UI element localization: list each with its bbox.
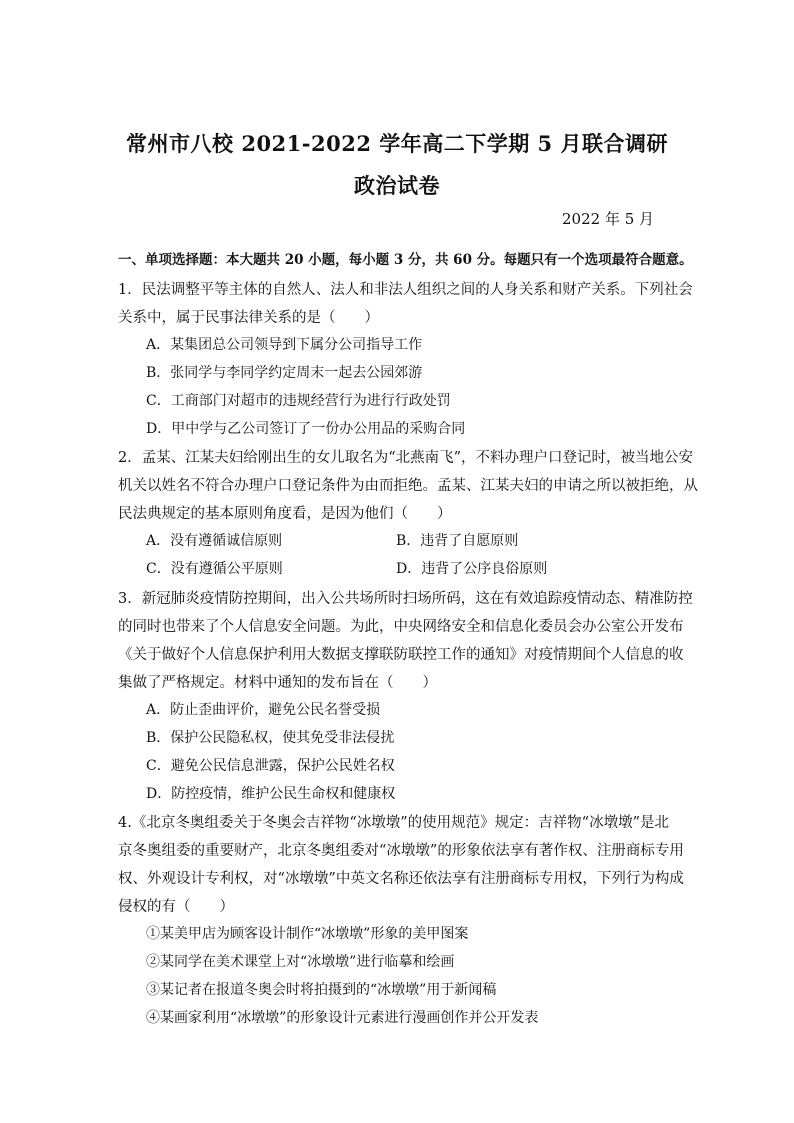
question-2-text: 机关以姓名不符合办理户口登记条件为由而拒绝。孟某、江某夫妇的申请之所以被拒绝，从 xyxy=(118,478,698,494)
section-heading: 一、单项选择题：本大题共 20 小题，每小题 3 分，共 60 分。每题只有一个选项最符合题意。 xyxy=(118,252,693,268)
question-1-option-c: C．工商部门对超市的违规经营行为进行行政处罚 xyxy=(146,393,451,409)
question-4-item-4: ④某画家利用“冰墩墩”的形象设计元素进行漫画创作并公开发表 xyxy=(146,1010,539,1026)
question-3-option-d: D．防控疫情，维护公民生命权和健康权 xyxy=(146,786,396,802)
question-2-option-b: B．违背了自愿原则 xyxy=(396,533,519,549)
question-4-text: 权、外观设计专利权，对“冰墩墩”中英文名称还依法享有注册商标专用权，下列行为构成 xyxy=(118,871,684,887)
question-2-option-a: A．没有遵循诚信原则 xyxy=(146,533,283,549)
question-3-text: 《关于做好个人信息保护利用大数据支撑联防联控工作的通知》对疫情期间个人信息的收 xyxy=(118,647,684,663)
question-4-item-2: ②某同学在美术课堂上对“冰墩墩”进行临摹和绘画 xyxy=(146,954,455,970)
question-4-text: 4.《北京冬奥组委关于冬奥会吉祥物“冰墩墩”的使用规范》规定：吉祥物“冰墩墩”是北 xyxy=(118,815,669,831)
question-4-text: 京冬奥组委的重要财产，北京冬奥组委对“冰墩墩”的形象依法享有著作权、注册商标专用 xyxy=(118,843,684,859)
question-2-text: 民法典规定的基本原则角度看，是因为他们（ ） xyxy=(118,506,452,522)
exam-date: 2022 年 5 月 xyxy=(562,210,655,228)
exam-subject: 政治试卷 xyxy=(354,173,440,198)
question-3-option-b: B．保护公民隐私权，使其免受非法侵扰 xyxy=(146,730,395,746)
question-4-item-1: ①某美甲店为顾客设计制作“冰墩墩”形象的美甲图案 xyxy=(146,926,469,942)
question-1-option-a: A．某集团总公司领导到下属分公司指导工作 xyxy=(146,337,423,353)
question-1-text: 关系中，属于民事法律关系的是（ ） xyxy=(118,310,379,326)
question-3-text: 3．新冠肺炎疫情防控期间，出入公共场所时扫场所码，这在有效追踪疫情动态、精准防控 xyxy=(118,591,693,607)
question-3-option-a: A．防止歪曲评价，避免公民名誉受损 xyxy=(146,702,381,718)
question-1-option-b: B．张同学与李同学约定周末一起去公园郊游 xyxy=(146,365,423,381)
question-1-option-d: D．甲中学与乙公司签订了一份办公用品的采购合同 xyxy=(146,421,466,437)
question-2-option-c: C．没有遵循公平原则 xyxy=(146,561,283,577)
question-4-text: 侵权的有（ ） xyxy=(118,899,234,915)
question-3-option-c: C．避免公民信息泄露，保护公民姓名权 xyxy=(146,758,395,774)
question-2-text: 2．孟某、江某夫妇给刚出生的女儿取名为“北燕南飞”，不料办理户口登记时，被当地公安 xyxy=(118,450,694,466)
question-1-text: 1．民法调整平等主体的自然人、法人和非法人组织之间的人身关系和财产关系。下列社会 xyxy=(118,282,693,298)
question-2-option-d: D．违背了公序良俗原则 xyxy=(396,561,548,577)
question-4-item-3: ③某记者在报道冬奥会时将拍摄到的“冰墩墩”用于新闻稿 xyxy=(146,982,497,998)
question-3-text: 的同时也带来了个人信息安全问题。为此，中央网络安全和信息化委员会办公室公开发布 xyxy=(118,619,684,635)
exam-title: 常州市八校 2021-2022 学年高二下学期 5 月联合调研 xyxy=(126,131,668,156)
question-3-text: 集做了严格规定。材料中通知的发布旨在（ ） xyxy=(118,675,437,691)
